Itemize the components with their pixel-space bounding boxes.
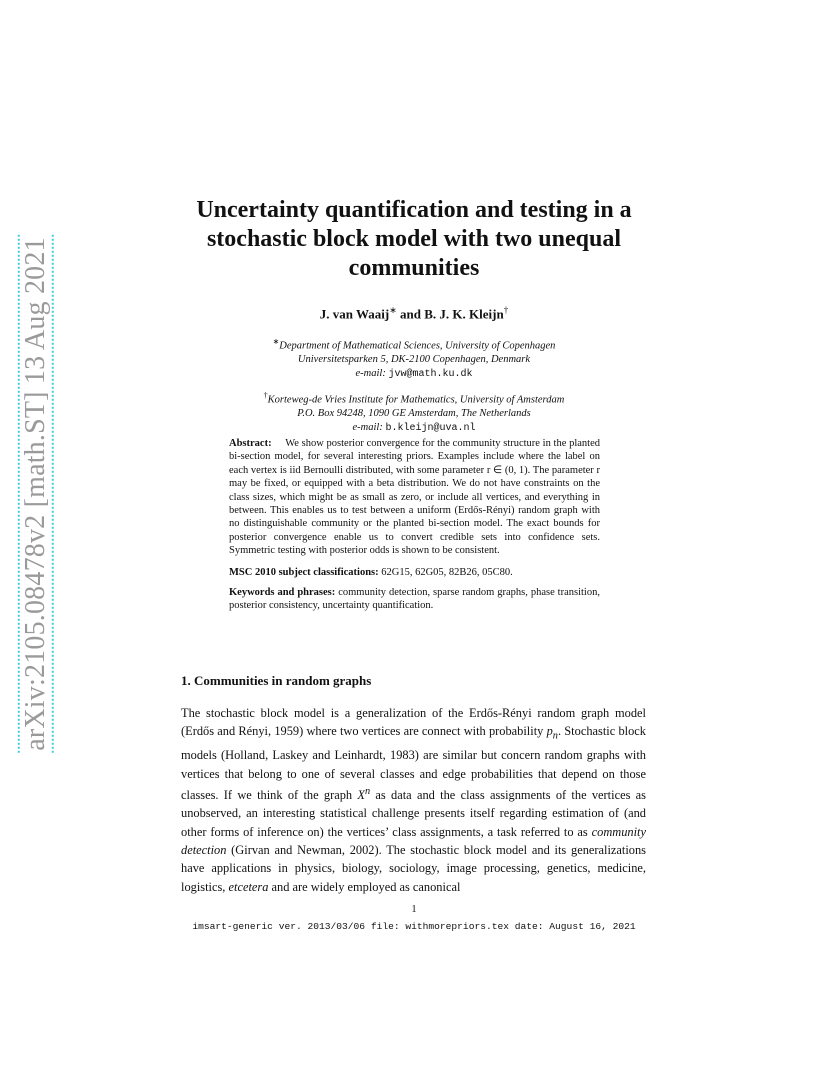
msc-classifications — [229, 566, 600, 579]
emphasis: community detection — [181, 824, 646, 857]
keywords — [229, 586, 600, 613]
affiliation-mark: † — [503, 305, 509, 315]
paper-title: Uncertainty quantification and testing in a stochastic block model with two unequal communities — [196, 197, 632, 281]
abstract — [229, 437, 600, 558]
affiliation-department: †Korteweg-de Vries Institute for Mathematics, University of Amsterdam — [263, 391, 565, 406]
page-footer: imsart-generic ver. 2013/03/06 file: withmorepriors.tex date: August 16, 2021 — [192, 921, 636, 932]
keywords-text: community detection, sparse random graphs, phase transition, posterior consistency, uncertainty quantification. — [229, 587, 600, 612]
math-symbol: $p_n$ — [546, 724, 558, 742]
affiliation-email: e-mail: b.kleijn@uva.nl — [352, 421, 476, 434]
msc-codes: 62G15, 62G05, 82B26, 05C80. — [378, 566, 513, 578]
affiliation-mark: ∗ — [389, 305, 397, 315]
affiliation-department: ∗Department of Mathematical Sciences, University of Copenhagen — [272, 337, 556, 352]
section-heading: 1. Communities in random graphs — [181, 673, 372, 688]
page-number: 1 — [411, 904, 417, 915]
author-line — [160, 305, 668, 322]
affiliation-address: P.O. Box 94248, 1090 GE Amsterdam, The Netherlands — [297, 408, 531, 419]
affiliation-email: e-mail: jvw@math.ku.dk — [355, 367, 473, 380]
email-address[interactable]: b.kleijn@uva.nl — [385, 422, 476, 434]
keywords-label: Keywords and phrases: — [229, 587, 336, 599]
arxiv-stamp — [20, 238, 52, 750]
email-address[interactable]: jvw@math.ku.dk — [388, 368, 473, 380]
abstract-label: Abstract: — [229, 438, 272, 449]
affiliation-mark: † — [263, 391, 268, 400]
author-name: B. J. K. Kleijn — [424, 306, 504, 322]
affiliation-mark: ∗ — [272, 337, 280, 346]
msc-label: MSC 2010 subject classifications: — [229, 566, 379, 578]
arxiv-identifier: arXiv:2105.08478v2 [math.ST] 13 Aug 2021 — [18, 235, 54, 753]
author-conjunction: and — [396, 306, 425, 322]
affiliation-address: Universitetsparken 5, DK-2100 Copenhagen, Denmark — [297, 354, 531, 365]
emphasis: etcetera — [228, 879, 269, 894]
math-symbol: $X^n$ — [357, 785, 371, 802]
abstract-text: We show posterior convergence for the community structure in the planted bi-section model, for several interesting priors. Examples include where the label on each vertex is iid Bernoulli distributed, with some parameter r ∈ (0, 1). The parameter r may be fixed, or equipped with a beta distribution. We do not have constraints on the class sizes, which might be as small as zero, or include all vertices, and everything in between. This enables us to test between a uniform (Erdős-Rényi) random graph with no distinguishable community or the planted bi-section model. The exact bounds for posterior convergence enable us to convert credible sets into confidence sets. Symmetric testing with posterior odds is shown to be consistent. — [229, 438, 601, 557]
affiliation-block — [160, 389, 668, 435]
affiliation-block — [160, 335, 668, 381]
author-name: J. van Waaij — [319, 306, 390, 322]
abstract-block — [229, 437, 600, 613]
body-paragraph: The stochastic block model is a generalization of the Erdős-Rényi random graph model (Erdős and Rényi, 1959) where two vertices are connect with probability $p_n$. Stochastic block models (Holland, Laskey and Leinhardt, 1983) are similar but concern random graphs with vertices that belong to one of several classes and edge probabilities that depend on those classes. If we think of the graph $X^n$ as data and the class assignments of the vertices as unobserved, an interesting statistical challenge presents itself regarding estimation of (and other forms of inference on) the vertices’ class assignments, a task referred to as community detection (Girvan and Newman, 2002). The stochastic block model and its generalizations have applications in physics, biology, sociology, image processing, genetics, medicine, logistics, etcetera and are widely employed as canonical — [181, 706, 647, 894]
